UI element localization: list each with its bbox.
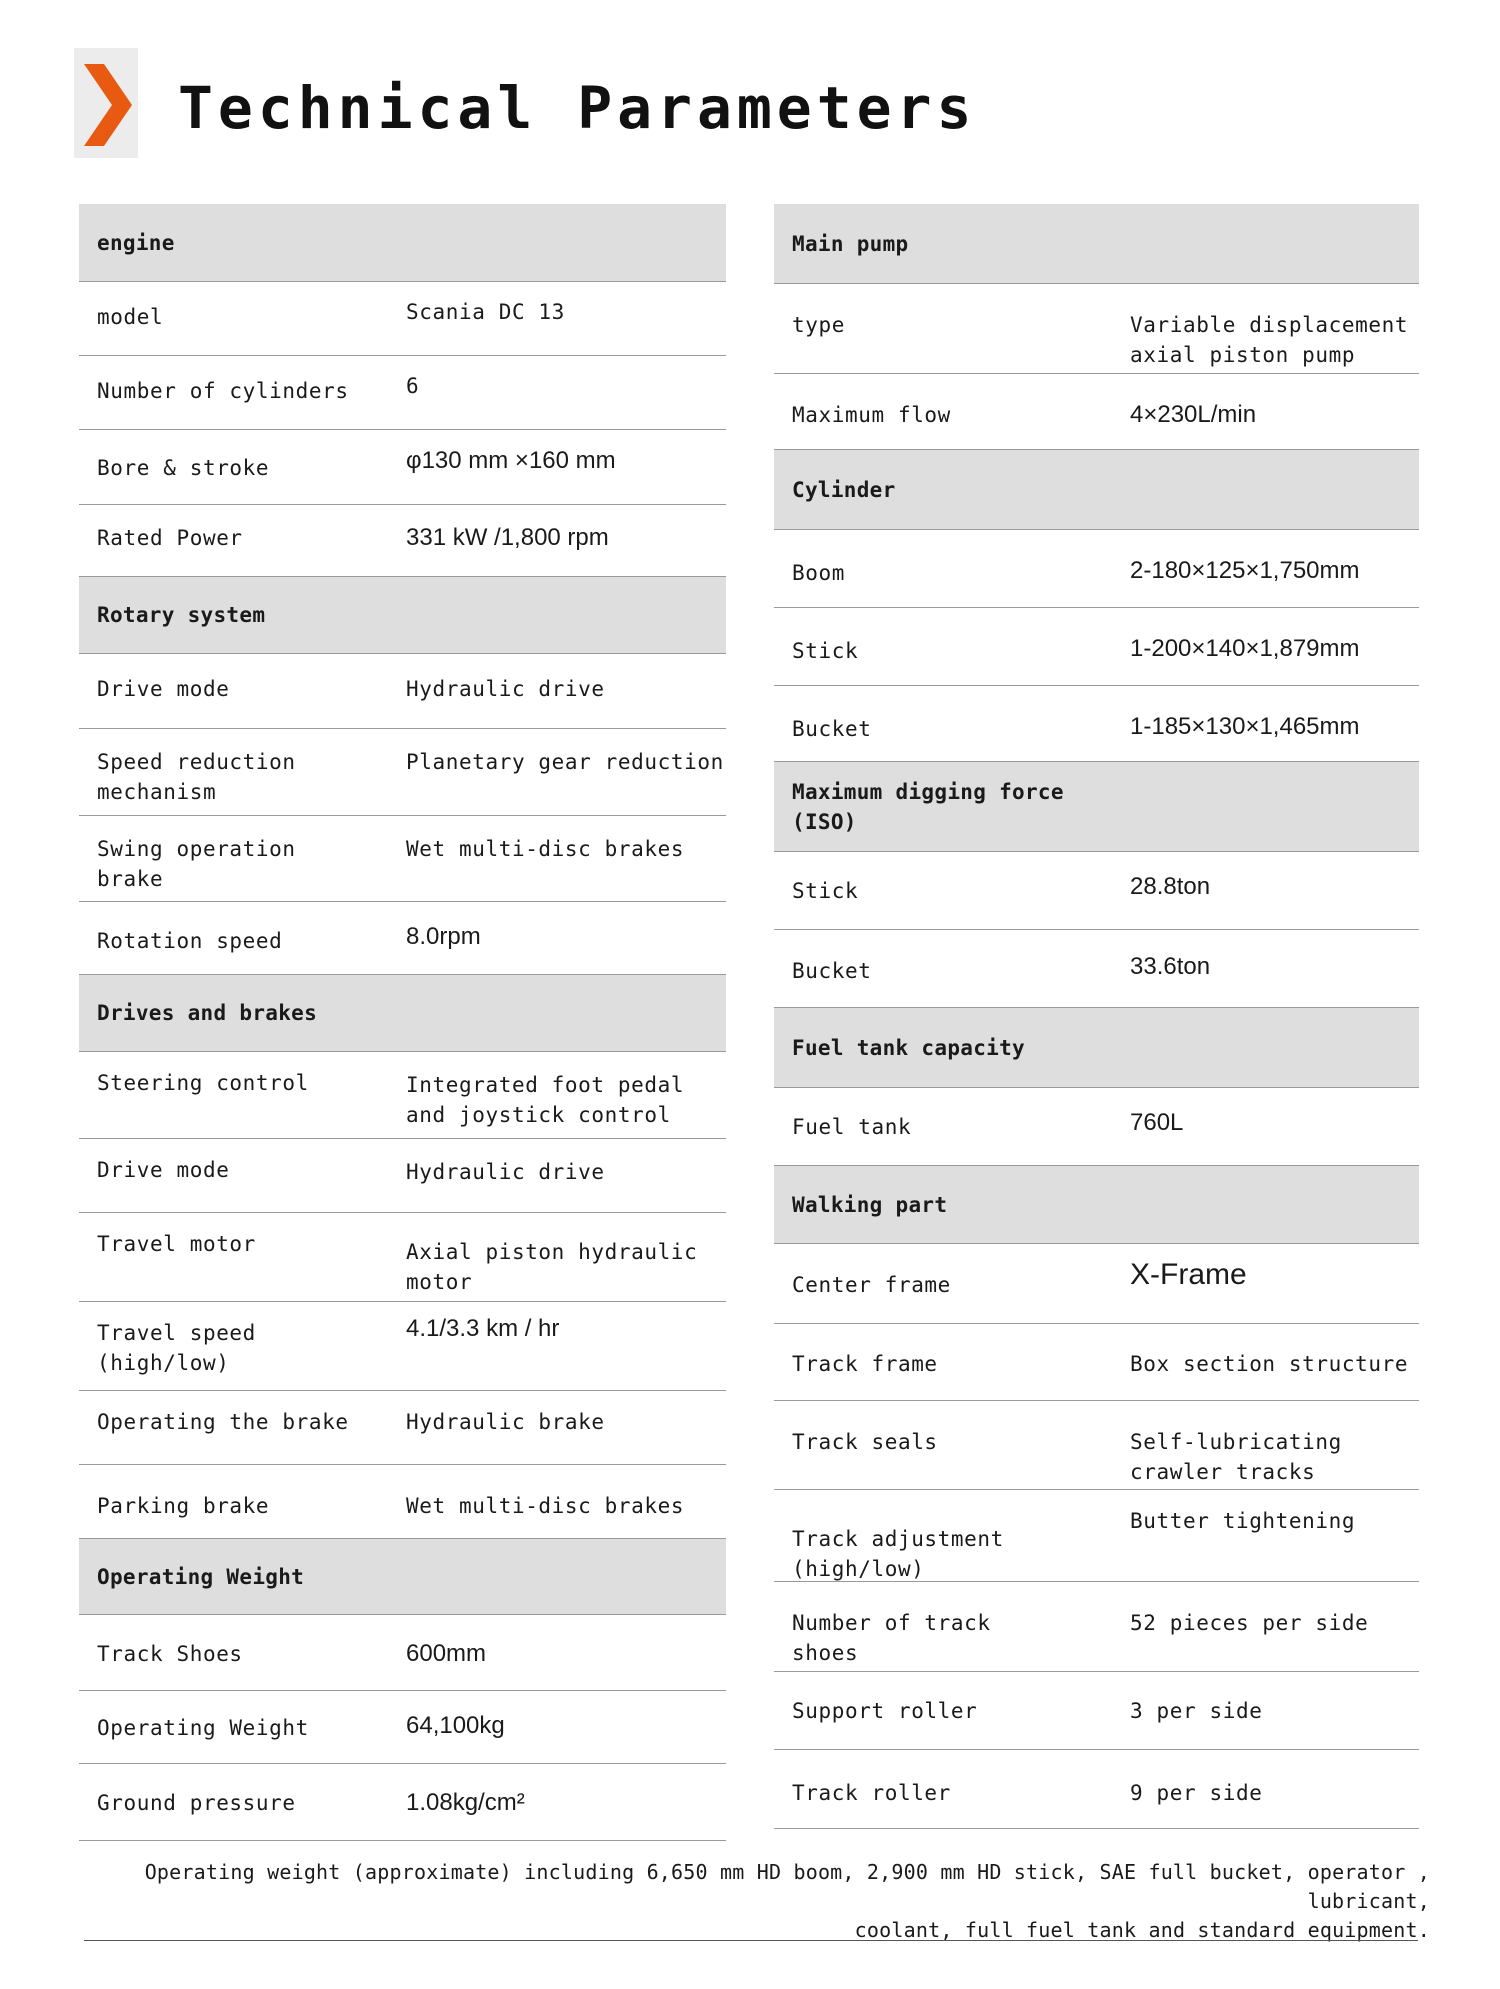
spec-value: 28.8ton — [1130, 873, 1211, 900]
spec-value: 8.0rpm — [406, 923, 481, 950]
spec-value: 600mm — [406, 1640, 487, 1667]
spec-row-speed-reduction-mechanism — [79, 729, 726, 816]
spec-label: Maximum flow — [792, 403, 951, 427]
spec-label: Support roller — [792, 1699, 978, 1723]
footnote: Operating weight (approximate) including 6,650 mm HD boom, 2,900 mm HD stick, SAE full bucket, operator , lubricant, coolant, full fuel tank and standard equipment. — [144, 1860, 1430, 1942]
spec-label: Swing operation brake — [97, 837, 296, 891]
spec-value: Box section structure — [1130, 1352, 1409, 1376]
spec-row-parking-brake — [79, 1465, 726, 1539]
spec-row-track-adjustment-high-low — [774, 1490, 1419, 1582]
spec-value: X-Frame — [1130, 1258, 1247, 1291]
spec-label: Number of track shoes — [792, 1611, 991, 1665]
spec-value: Hydraulic brake — [406, 1410, 605, 1434]
section-header-maximum-digging-force-iso: Maximum digging force (ISO) — [774, 762, 1419, 852]
chevron-logo-icon — [82, 62, 134, 148]
spec-value: 760L — [1130, 1109, 1184, 1136]
spec-row-travel-speed-high-low — [79, 1302, 726, 1391]
spec-label: Bucket — [792, 959, 872, 983]
spec-value: 3 per side — [1130, 1699, 1263, 1723]
spec-label: Number of cylinders — [97, 379, 349, 403]
spec-label: Operating the brake — [97, 1410, 349, 1434]
section-header-drives-and-brakes: Drives and brakes — [79, 975, 726, 1052]
spec-value: 331 kW /1,800 rpm — [406, 524, 609, 551]
spec-label: Operating Weight — [97, 1716, 309, 1740]
page-title: Technical Parameters — [178, 74, 977, 142]
spec-row-center-frame — [774, 1244, 1419, 1324]
spec-value: 1-185×130×1,465mm — [1130, 713, 1360, 740]
spec-value: 33.6ton — [1130, 953, 1211, 980]
spec-value: Planetary gear reduction — [406, 750, 724, 774]
spec-label: model — [97, 305, 164, 329]
left-spec-table — [79, 204, 726, 1841]
spec-label: type — [792, 313, 845, 337]
spec-value: Self-lubricating crawler tracks — [1130, 1430, 1342, 1484]
spec-row-steering-control — [79, 1052, 726, 1139]
spec-row-track-frame — [774, 1324, 1419, 1401]
spec-label: Bore & stroke — [97, 456, 270, 480]
spec-value: Hydraulic drive — [406, 1160, 605, 1184]
spec-value: Butter tightening — [1130, 1509, 1356, 1533]
spec-label: Track roller — [792, 1781, 951, 1805]
spec-label: Bucket — [792, 717, 872, 741]
spec-label: Track adjustment (high/low) — [792, 1527, 1004, 1581]
section-header-fuel-tank-capacity: Fuel tank capacity — [774, 1008, 1419, 1088]
spec-value: 6 — [406, 374, 420, 398]
spec-label: Fuel tank — [792, 1115, 912, 1139]
spec-label: Rated Power — [97, 526, 243, 550]
spec-value: φ130 mm ×160 mm — [406, 447, 616, 474]
spec-row-maximum-flow — [774, 374, 1419, 450]
spec-row-ground-pressure — [79, 1764, 726, 1841]
section-header-main-pump: Main pump — [774, 204, 1419, 284]
spec-row-track-seals — [774, 1401, 1419, 1490]
spec-row-support-roller — [774, 1672, 1419, 1750]
spec-row-swing-operation-brake — [79, 816, 726, 902]
spec-label: Parking brake — [97, 1494, 270, 1518]
spec-label: Travel speed (high/low) — [97, 1321, 256, 1375]
spec-row-drive-mode — [79, 654, 726, 729]
spec-row-travel-motor — [79, 1213, 726, 1302]
spec-row-track-roller — [774, 1750, 1419, 1829]
spec-value: 1.08kg/cm² — [406, 1789, 525, 1816]
bottom-divider — [84, 1940, 1418, 1941]
spec-label: Speed reduction mechanism — [97, 750, 296, 804]
spec-value: Integrated foot pedal and joystick control — [406, 1073, 685, 1127]
spec-row-drive-mode — [79, 1139, 726, 1213]
brand-logo — [74, 48, 138, 158]
section-header-rotary-system: Rotary system — [79, 577, 726, 654]
spec-row-type — [774, 284, 1419, 374]
spec-label: Track frame — [792, 1352, 938, 1376]
spec-row-stick — [774, 608, 1419, 686]
spec-row-fuel-tank — [774, 1088, 1419, 1166]
spec-value: Wet multi-disc brakes — [406, 1494, 685, 1518]
spec-row-bucket — [774, 930, 1419, 1008]
spec-value: Wet multi-disc brakes — [406, 837, 685, 861]
spec-value: 4.1/3.3 km / hr — [406, 1315, 560, 1342]
spec-label: Track seals — [792, 1430, 938, 1454]
spec-label: Track Shoes — [97, 1642, 243, 1666]
spec-row-stick — [774, 852, 1419, 930]
spec-row-bucket — [774, 686, 1419, 762]
spec-row-number-of-cylinders — [79, 356, 726, 430]
spec-row-operating-weight — [79, 1691, 726, 1764]
spec-label: Ground pressure — [97, 1791, 296, 1815]
spec-value: 4×230L/min — [1130, 401, 1257, 428]
right-spec-table — [774, 204, 1419, 1829]
spec-row-rotation-speed — [79, 902, 726, 975]
spec-label: Drive mode — [97, 677, 230, 701]
spec-label: Stick — [792, 879, 859, 903]
spec-label: Center frame — [792, 1273, 951, 1297]
spec-row-bore-stroke — [79, 430, 726, 505]
spec-label: Drive mode — [97, 1158, 230, 1182]
spec-value: 9 per side — [1130, 1781, 1263, 1805]
spec-label: Travel motor — [97, 1232, 256, 1256]
spec-value: Scania DC 13 — [406, 300, 565, 324]
spec-label: Steering control — [97, 1071, 309, 1095]
section-header-operating-weight: Operating Weight — [79, 1539, 726, 1615]
section-header-walking-part: Walking part — [774, 1166, 1419, 1244]
spec-label: Boom — [792, 561, 845, 585]
spec-value: 64,100kg — [406, 1712, 505, 1739]
spec-value: 1-200×140×1,879mm — [1130, 635, 1360, 662]
spec-label: Stick — [792, 639, 859, 663]
spec-row-number-of-track-shoes — [774, 1582, 1419, 1672]
spec-value: 2-180×125×1,750mm — [1130, 557, 1360, 584]
spec-value: Axial piston hydraulic motor — [406, 1240, 698, 1294]
spec-value: 52 pieces per side — [1130, 1611, 1369, 1635]
spec-value: Hydraulic drive — [406, 677, 605, 701]
spec-row-model — [79, 282, 726, 356]
spec-row-operating-the-brake — [79, 1391, 726, 1465]
spec-row-track-shoes — [79, 1615, 726, 1691]
spec-row-rated-power — [79, 505, 726, 577]
section-header-engine: engine — [79, 204, 726, 282]
spec-value: Variable displacement axial piston pump — [1130, 313, 1409, 367]
section-header-cylinder: Cylinder — [774, 450, 1419, 530]
spec-label: Rotation speed — [97, 929, 283, 953]
spec-row-boom — [774, 530, 1419, 608]
